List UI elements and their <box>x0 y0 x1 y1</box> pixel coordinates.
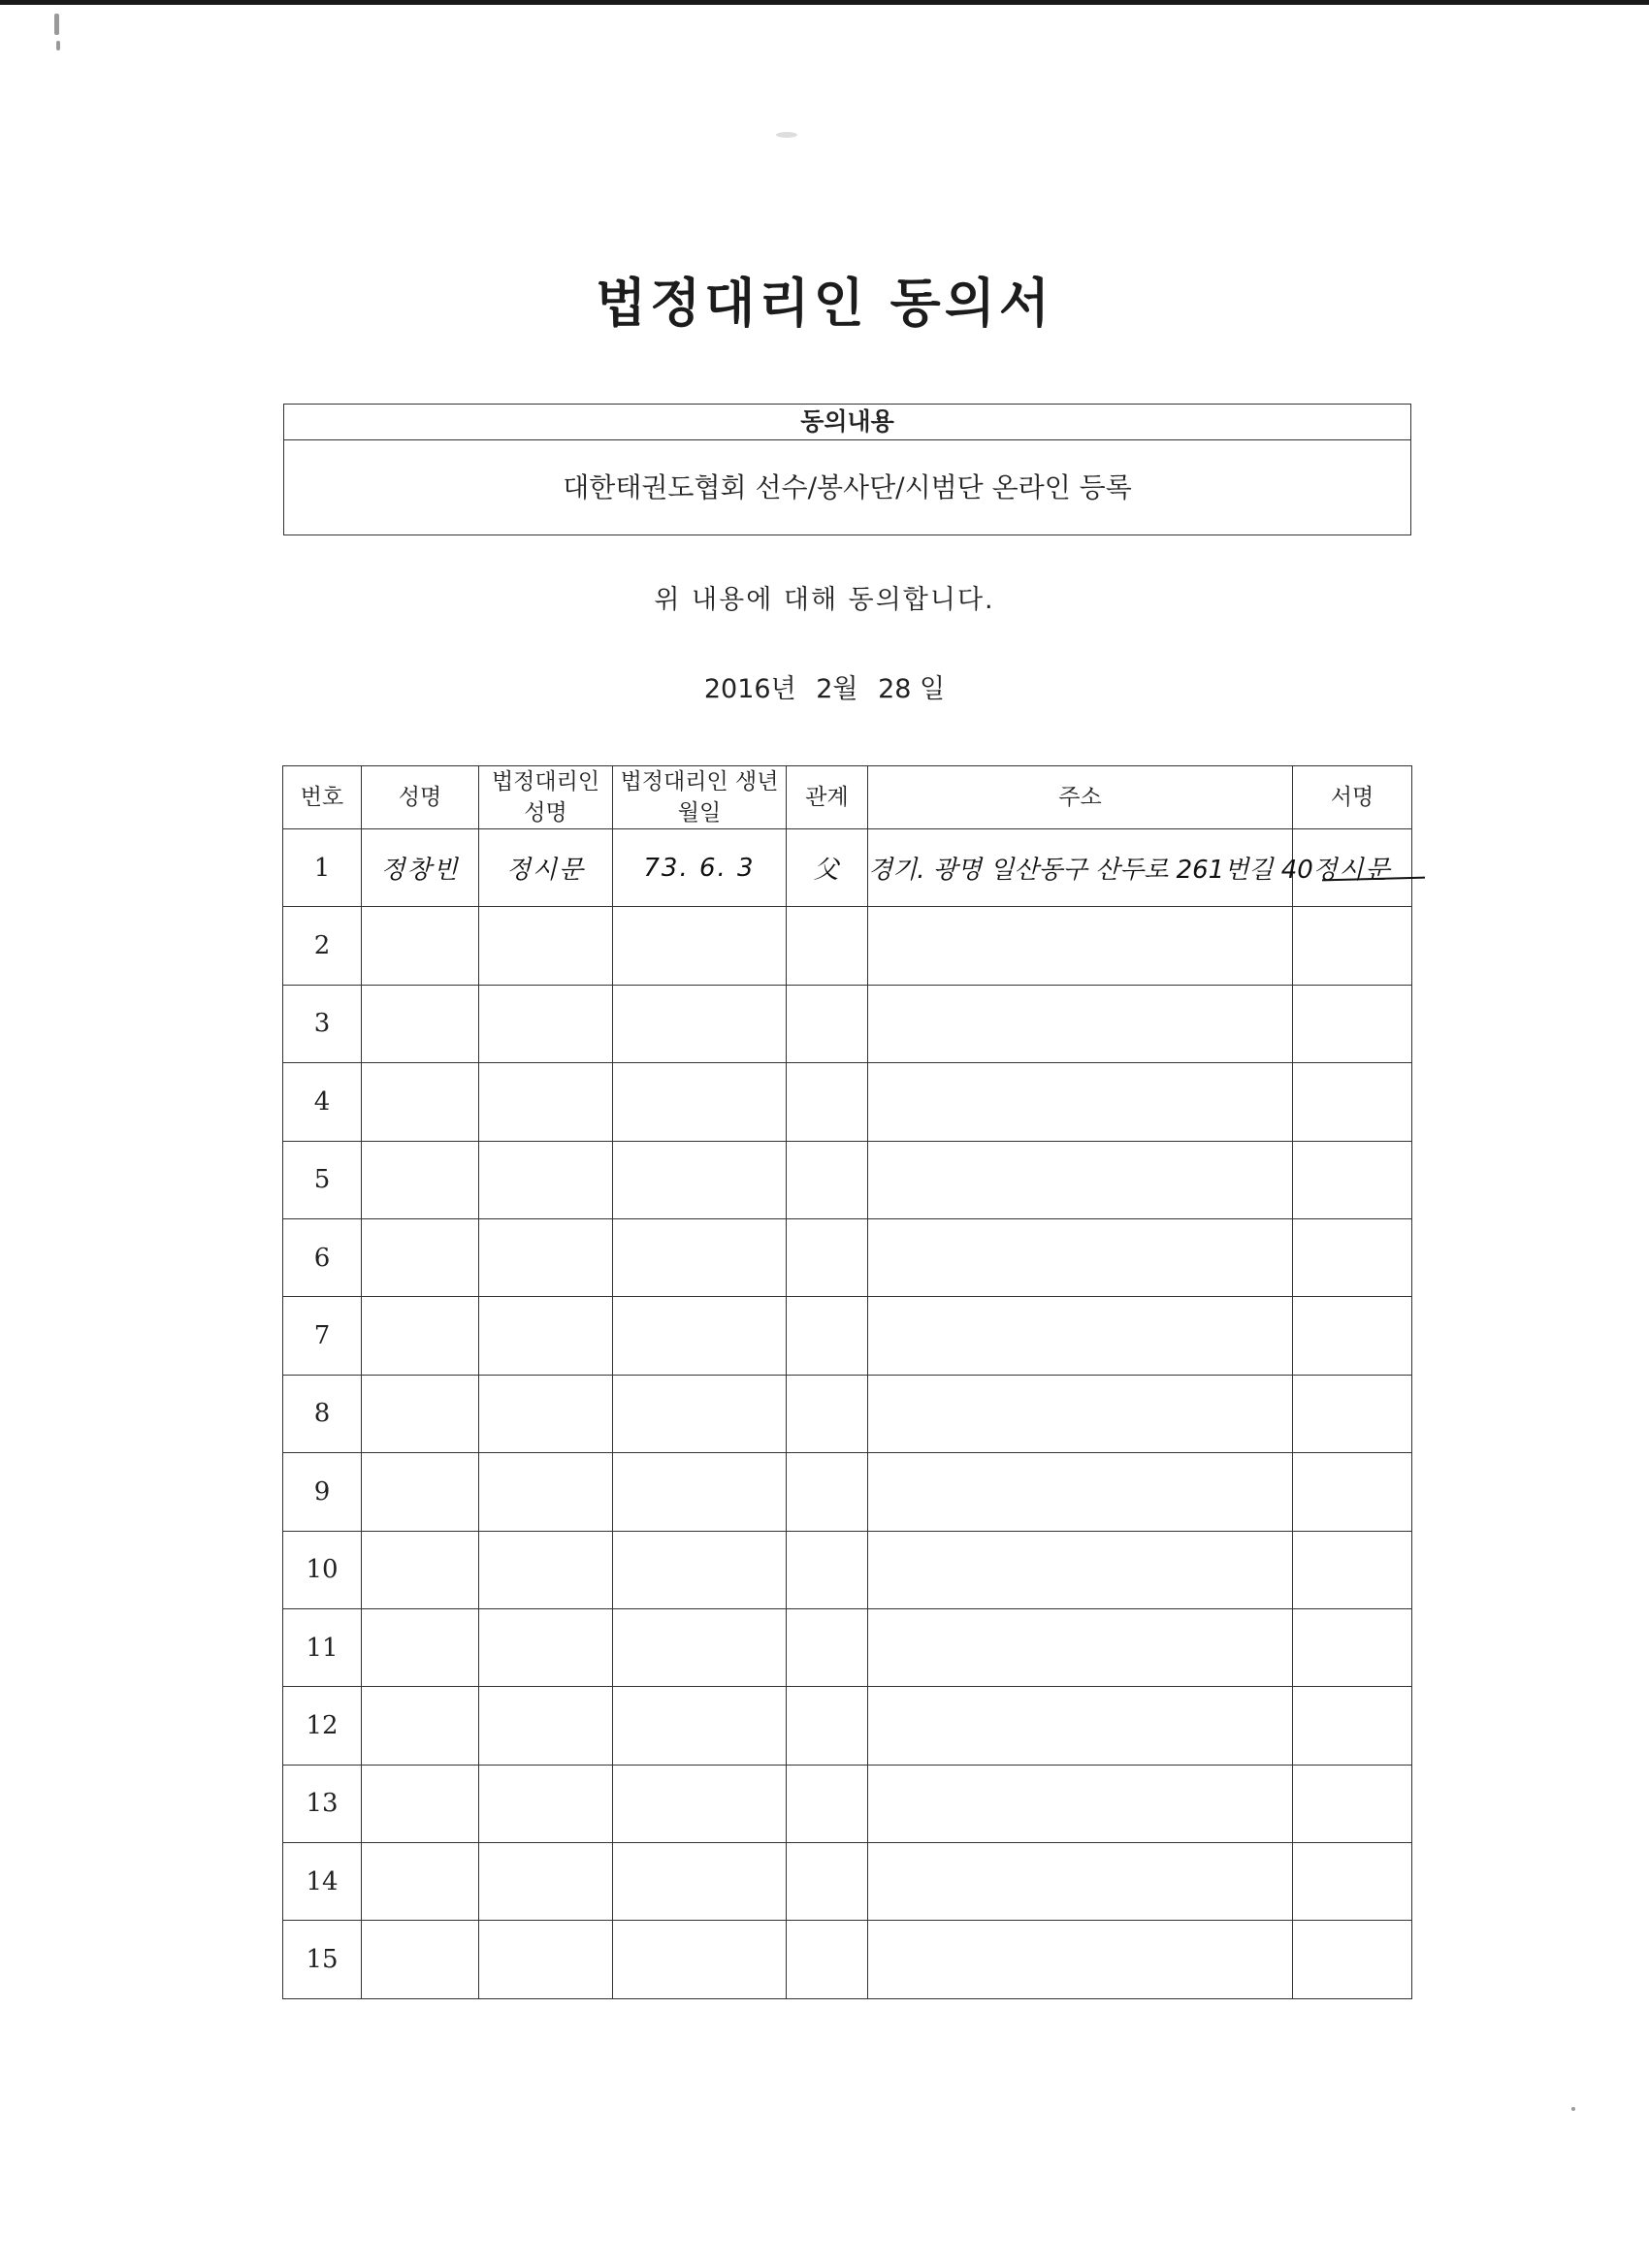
cell-signature <box>1293 907 1412 985</box>
cell-address <box>868 1063 1293 1141</box>
cell-guardian-name <box>479 985 613 1062</box>
table-row <box>283 1063 1412 1141</box>
cell-guardian-name <box>479 1608 613 1686</box>
cell-no: 10 <box>283 1531 362 1608</box>
scan-speck <box>54 14 59 35</box>
cell-relation <box>787 907 868 985</box>
cell-signature <box>1293 1531 1412 1608</box>
table-row <box>283 1608 1412 1686</box>
agreement-text: 위 내용에 대해 동의합니다. <box>654 585 995 615</box>
cell-relation <box>787 1141 868 1218</box>
cell-relation <box>787 1687 868 1765</box>
cell-no: 11 <box>283 1608 362 1686</box>
cell-name <box>362 1687 479 1765</box>
consent-header: 동의내용 <box>284 405 1410 440</box>
cell-no: 12 <box>283 1687 362 1765</box>
cell-no: 1 <box>283 829 362 907</box>
cell-name <box>362 1375 479 1452</box>
cell-guardian-birth <box>613 1375 787 1452</box>
cell-guardian-birth <box>613 1843 787 1921</box>
cell-address <box>868 907 1293 985</box>
cell-signature <box>1293 829 1412 907</box>
cell-relation <box>787 1531 868 1608</box>
cell-relation <box>787 1843 868 1921</box>
table-row <box>283 1218 1412 1296</box>
cell-guardian-name: 정시문 <box>479 829 613 907</box>
cell-name <box>362 1921 479 1998</box>
cell-name <box>362 1218 479 1296</box>
cell-relation <box>787 1218 868 1296</box>
cell-relation <box>787 1297 868 1375</box>
cell-no: 4 <box>283 1063 362 1141</box>
cell-relation <box>787 1375 868 1452</box>
date-year: 2016년 <box>703 674 796 704</box>
cell-guardian-birth <box>613 1218 787 1296</box>
cell-address <box>868 1218 1293 1296</box>
table-body <box>283 829 1412 1999</box>
cell-relation <box>787 1063 868 1141</box>
cell-address: 경기. 광명 일산동구 산두로 261번길 40 <box>868 829 1293 907</box>
cell-guardian-birth <box>613 1921 787 1998</box>
cell-guardian-name <box>479 1921 613 1998</box>
cell-relation <box>787 1765 868 1842</box>
table-row <box>283 907 1412 985</box>
date-month: 2월 <box>816 674 858 704</box>
cell-guardian-birth <box>613 985 787 1062</box>
cell-signature <box>1293 1453 1412 1531</box>
cell-name <box>362 1765 479 1842</box>
cell-address <box>868 1608 1293 1686</box>
cell-guardian-birth <box>613 1141 787 1218</box>
cell-guardian-name <box>479 1141 613 1218</box>
cell-guardian-birth <box>613 1063 787 1141</box>
cell-signature <box>1293 985 1412 1062</box>
header-signature: 서명 <box>1293 766 1412 829</box>
table-row <box>283 829 1412 907</box>
table-row <box>283 1531 1412 1608</box>
cell-name: 정창빈 <box>362 829 479 907</box>
cell-guardian-name <box>479 1375 613 1452</box>
cell-no: 13 <box>283 1765 362 1842</box>
table-row <box>283 1765 1412 1842</box>
cell-relation <box>787 1921 868 1998</box>
scan-top-edge <box>0 0 1649 5</box>
cell-signature <box>1293 1297 1412 1375</box>
cell-no: 14 <box>283 1843 362 1921</box>
table-row <box>283 1687 1412 1765</box>
cell-address <box>868 1375 1293 1452</box>
cell-guardian-birth <box>613 1453 787 1531</box>
consent-box <box>283 404 1411 535</box>
cell-guardian-birth <box>613 907 787 985</box>
cell-name <box>362 1843 479 1921</box>
cell-guardian-birth <box>613 1297 787 1375</box>
document-title: 법정대리인 동의서 <box>595 272 1054 334</box>
cell-signature <box>1293 1141 1412 1218</box>
table-row <box>283 1141 1412 1218</box>
table-row <box>283 1921 1412 1998</box>
cell-no: 2 <box>283 907 362 985</box>
cell-no: 3 <box>283 985 362 1062</box>
table-row <box>283 985 1412 1062</box>
cell-relation <box>787 1453 868 1531</box>
cell-guardian-name <box>479 1218 613 1296</box>
cell-no: 15 <box>283 1921 362 1998</box>
cell-signature <box>1293 1375 1412 1452</box>
table-row <box>283 1843 1412 1921</box>
cell-guardian-name <box>479 1297 613 1375</box>
scan-speck <box>56 41 60 50</box>
table-row <box>283 1297 1412 1375</box>
table-header-row <box>283 766 1412 829</box>
cell-signature <box>1293 1921 1412 1998</box>
cell-name <box>362 1063 479 1141</box>
cell-no: 7 <box>283 1297 362 1375</box>
cell-signature <box>1293 1765 1412 1842</box>
date-line <box>0 667 1649 705</box>
cell-relation <box>787 1608 868 1686</box>
cell-guardian-name <box>479 1453 613 1531</box>
header-guardian-birth: 법정대리인 생년월일 <box>613 766 787 829</box>
cell-no: 9 <box>283 1453 362 1531</box>
header-name: 성명 <box>362 766 479 829</box>
cell-no: 6 <box>283 1218 362 1296</box>
cell-no: 8 <box>283 1375 362 1452</box>
header-address: 주소 <box>868 766 1293 829</box>
header-no: 번호 <box>283 766 362 829</box>
cell-signature <box>1293 1218 1412 1296</box>
cell-address <box>868 1687 1293 1765</box>
cell-guardian-name <box>479 1063 613 1141</box>
date-day: 28 일 <box>878 674 946 704</box>
cell-signature <box>1293 1608 1412 1686</box>
cell-guardian-name <box>479 907 613 985</box>
cell-address <box>868 1531 1293 1608</box>
cell-name <box>362 1141 479 1218</box>
table-row <box>283 1375 1412 1452</box>
cell-name <box>362 985 479 1062</box>
cell-relation: 父 <box>787 829 868 907</box>
cell-address <box>868 1141 1293 1218</box>
cell-address <box>868 1297 1293 1375</box>
cell-address <box>868 1921 1293 1998</box>
cell-guardian-birth <box>613 1531 787 1608</box>
cell-signature <box>1293 1843 1412 1921</box>
table-row <box>283 1453 1412 1531</box>
cell-name <box>362 1531 479 1608</box>
cell-guardian-name <box>479 1687 613 1765</box>
cell-no: 5 <box>283 1141 362 1218</box>
cell-guardian-birth <box>613 1765 787 1842</box>
header-guardian-name: 법정대리인 성명 <box>479 766 613 829</box>
cell-address <box>868 1453 1293 1531</box>
cell-name <box>362 1453 479 1531</box>
cell-name <box>362 1608 479 1686</box>
cell-signature <box>1293 1063 1412 1141</box>
cell-guardian-birth: 73. 6. 3 <box>613 829 787 907</box>
scan-speck <box>1571 2107 1575 2111</box>
header-relation: 관계 <box>787 766 868 829</box>
cell-guardian-name <box>479 1843 613 1921</box>
cell-address <box>868 985 1293 1062</box>
consent-content: 대한태권도협회 선수/봉사단/시범단 온라인 등록 <box>563 471 1132 503</box>
guardian-table <box>282 765 1412 1999</box>
cell-name <box>362 907 479 985</box>
cell-guardian-birth <box>613 1608 787 1686</box>
cell-signature <box>1293 1687 1412 1765</box>
cell-guardian-name <box>479 1531 613 1608</box>
cell-guardian-birth <box>613 1687 787 1765</box>
cell-relation <box>787 985 868 1062</box>
cell-name <box>362 1297 479 1375</box>
handwritten-signature: 정시문 <box>1312 856 1392 886</box>
cell-guardian-name <box>479 1765 613 1842</box>
cell-address <box>868 1765 1293 1842</box>
scan-speck <box>776 132 797 138</box>
cell-address <box>868 1843 1293 1921</box>
